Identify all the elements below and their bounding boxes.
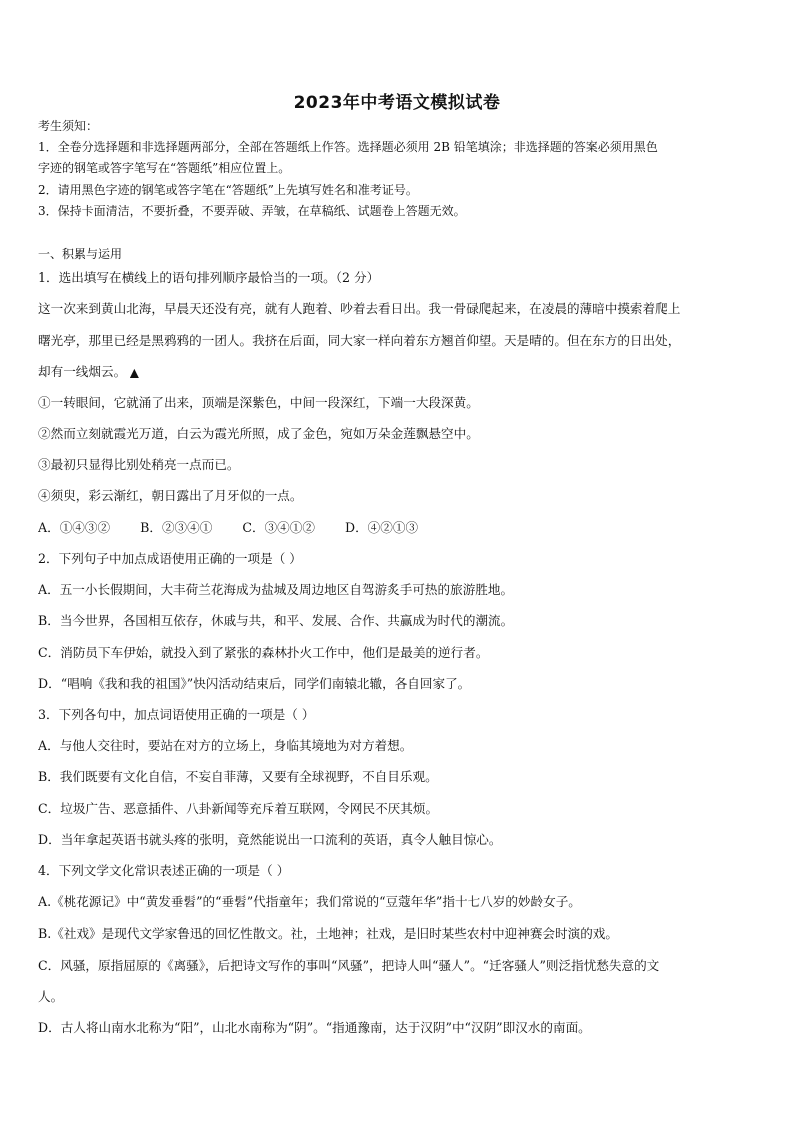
passage-line: 曙光亭，那里已经是黑鸦鸦的一团人。我挤在后面，同大家一样向着东方翘首仰望。天是晴的。但在东方的日出处， (38, 333, 681, 348)
option-b: B．②③④① (140, 520, 213, 535)
passage-line (38, 364, 758, 381)
option-line: B．当今世界，各国相互依存，休戚与共，和平、发展、合作、共赢成为时代的潮流。 (38, 613, 514, 628)
option-c: C．③④①② (242, 520, 315, 535)
passage-text: 却有一线烟云。 (38, 364, 127, 379)
option-a: A．①④③② (38, 520, 111, 535)
page-title: 2023年中考语文模拟试卷 (293, 93, 501, 113)
answer-options (38, 520, 758, 536)
notice-item: 2．请用黑色字迹的钢笔或答字笔在“答题纸”上先填写姓名和准考证号。 (38, 183, 418, 197)
option-line: A．与他人交往时，要站在对方的立场上，身临其境地为对方着想。 (38, 738, 413, 753)
option-line: C．风骚，原指屈原的《离骚》，后把诗文写作的事叫“风骚”，把诗人叫“骚人”。“迁客骚人”则泛指忧愁失意的文 (38, 958, 660, 973)
option-line: C．消防员下车伊始，就投入到了紧张的森林扑火工作中，他们是最美的逆行者。 (38, 645, 489, 660)
notice-item: 1．全卷分选择题和非选择题两部分，全部在答题纸上作答。选择题必须用 2B 铅笔填涂；非选择题的答案必须用黑色 (38, 140, 658, 154)
sentence-option: ③最初只显得比别处稍亮一点而已。 (38, 457, 240, 472)
sentence-option: ①一转眼间，它就涌了出来，顶端是深紫色，中间一段深红，下端一大段深黄。 (38, 395, 479, 410)
option-line: A．五一小长假期间，大丰荷兰花海成为盐城及周边地区自驾游炙手可热的旅游胜地。 (38, 582, 514, 597)
option-d: D．④②①③ (344, 520, 419, 535)
notice-heading: 考生须知： (38, 119, 99, 133)
option-line: D．古人将山南水北称为“阳”，山北水南称为“阴”。“指通豫南，达于汉阴”中“汉阴”即汉水的南面。 (38, 1020, 591, 1035)
option-line: D．当年拿起英语书就头疼的张明，竟然能说出一口流利的英语，真令人触目惊心。 (38, 832, 502, 847)
sentence-option: ④须臾，彩云渐红，朝日露出了月牙似的一点。 (38, 488, 303, 503)
notice-item: 3．保持卡面清洁，不要折叠，不要弄破、弄皱，在草稿纸、试题卷上答题无效。 (38, 204, 466, 218)
question-stem: 1．选出填写在横线上的语句排列顺序最恰当的一项。（2 分） (38, 270, 380, 285)
option-line: C．垃圾广告、恶意插件、八卦新闻等充斥着互联网，令网民不厌其烦。 (38, 801, 439, 816)
option-line: D．“唱响《我和我的祖国》”快闪活动结束后，同学们南辕北辙，各自回家了。 (38, 676, 471, 691)
option-line: B．我们既要有文化自信，不妄自菲薄，又要有全球视野，不自目乐观。 (38, 769, 438, 784)
notice-item: 字迹的钢笔或答字笔写在“答题纸”相应位置上。 (38, 161, 291, 175)
section-heading: 一、积累与运用 (38, 247, 123, 261)
blank-marker: ▲ (130, 366, 139, 379)
question-stem: 4．下列文学文化常识表述正确的一项是（ ） (38, 863, 290, 878)
option-line: B.《社戏》是现代文学家鲁迅的回忆性散文。社，土地神；社戏，是旧时某些农村中迎神赛会时演的戏。 (38, 926, 618, 941)
sentence-option: ②然而立刻就霞光万道，白云为霞光所照，成了金色，宛如万朵金莲飘悬空中。 (38, 426, 479, 441)
passage-line: 这一次来到黄山北海，早晨天还没有亮，就有人跑着、吵着去看日出。我一骨碌爬起来，在凌晨的薄暗中摸索着爬上 (38, 301, 681, 316)
question-stem: 2．下列句子中加点成语使用正确的一项是（ ） (38, 551, 302, 566)
option-line: 人。 (38, 989, 64, 1004)
question-stem: 3．下列各句中，加点词语使用正确的一项是（ ） (38, 707, 315, 722)
option-line: A.《桃花源记》中“黄发垂髫”的“垂髫”代指童年；我们常说的“豆蔻年华”指十七八岁的妙龄女子。 (38, 894, 581, 909)
